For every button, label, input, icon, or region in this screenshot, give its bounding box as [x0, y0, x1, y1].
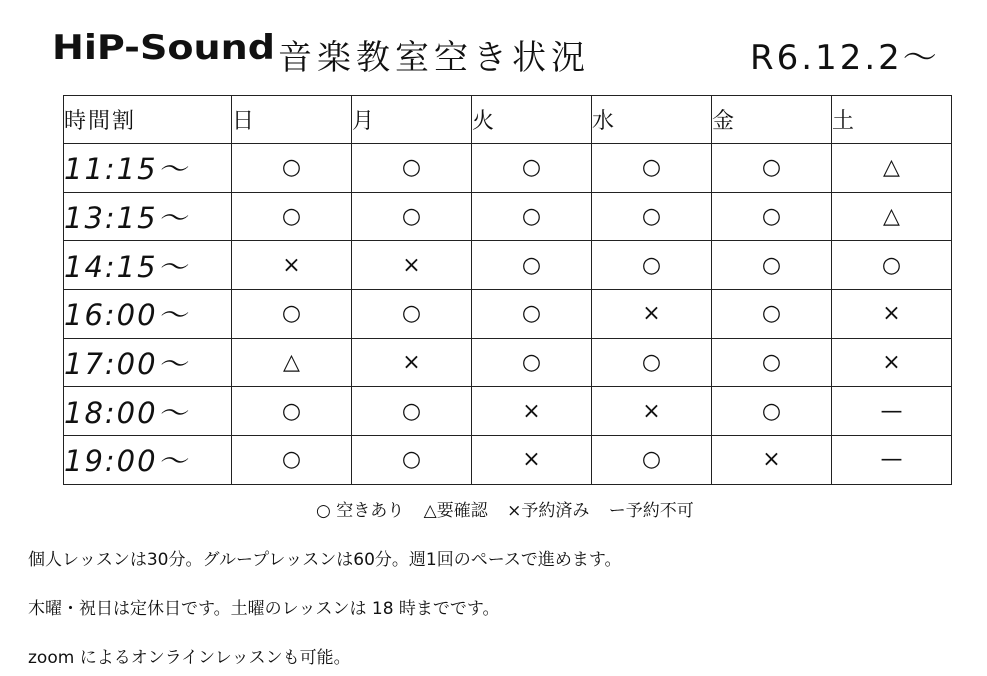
legend-available: ○ 空きあり — [316, 501, 405, 521]
table-row — [64, 144, 952, 193]
availability-cell: × — [592, 387, 712, 436]
availability-cell: × — [832, 338, 952, 387]
day-header-wed: 水 — [592, 96, 712, 144]
time-slot: 16:00〜 — [64, 290, 232, 339]
availability-cell: △ — [832, 144, 952, 193]
availability-cell: ○ — [712, 338, 832, 387]
legend — [316, 496, 708, 521]
availability-cell: ○ — [472, 241, 592, 290]
availability-cell: ○ — [472, 192, 592, 241]
table-row — [64, 387, 952, 436]
table-header-row — [64, 96, 952, 144]
availability-cell: ○ — [472, 144, 592, 193]
legend-unavailable: ー予約不可 — [608, 501, 694, 521]
availability-cell: ○ — [592, 338, 712, 387]
availability-cell: ○ — [232, 436, 352, 485]
table-row — [64, 436, 952, 485]
availability-cell: ○ — [472, 290, 592, 339]
availability-table — [63, 95, 952, 485]
availability-cell: △ — [832, 192, 952, 241]
availability-cell: △ — [232, 338, 352, 387]
day-header-fri: 金 — [712, 96, 832, 144]
availability-cell: × — [352, 338, 472, 387]
availability-cell: ○ — [232, 192, 352, 241]
time-slot: 17:00〜 — [64, 338, 232, 387]
day-header-sun: 日 — [232, 96, 352, 144]
availability-cell: × — [472, 436, 592, 485]
availability-cell: × — [592, 290, 712, 339]
availability-cell: × — [832, 290, 952, 339]
availability-cell: ○ — [712, 144, 832, 193]
table-row — [64, 290, 952, 339]
availability-cell: — — [832, 436, 952, 485]
availability-cell: ○ — [712, 290, 832, 339]
note-closed-days: 木曜・祝日は定休日です。土曜のレッスンは 18 時までです。 — [28, 599, 500, 619]
time-slot: 18:00〜 — [64, 387, 232, 436]
availability-cell: — — [832, 387, 952, 436]
availability-cell: ○ — [832, 241, 952, 290]
time-slot: 19:00〜 — [64, 436, 232, 485]
availability-cell: ○ — [712, 241, 832, 290]
day-header-tue: 火 — [472, 96, 592, 144]
availability-cell: ○ — [232, 144, 352, 193]
day-header-sat: 土 — [832, 96, 952, 144]
legend-booked: ×予約済み — [507, 501, 590, 521]
page-title: 音楽教室空き状況 — [278, 38, 590, 78]
availability-cell: ○ — [232, 290, 352, 339]
legend-confirm: △要確認 — [423, 501, 488, 521]
availability-cell: ○ — [592, 192, 712, 241]
table-row — [64, 192, 952, 241]
availability-cell: ○ — [592, 436, 712, 485]
availability-cell: ○ — [352, 192, 472, 241]
availability-cell: ○ — [592, 241, 712, 290]
availability-cell: × — [472, 387, 592, 436]
availability-cell: ○ — [352, 436, 472, 485]
time-slot: 14:15〜 — [64, 241, 232, 290]
availability-cell: ○ — [352, 144, 472, 193]
availability-cell: ○ — [592, 144, 712, 193]
availability-cell: ○ — [472, 338, 592, 387]
timetable-label: 時間割 — [64, 96, 232, 144]
availability-cell: ○ — [712, 192, 832, 241]
availability-cell: × — [352, 241, 472, 290]
table-row — [64, 338, 952, 387]
availability-cell: ○ — [352, 387, 472, 436]
time-slot: 13:15〜 — [64, 192, 232, 241]
availability-cell: ○ — [232, 387, 352, 436]
page-header — [0, 0, 987, 90]
note-lesson-length: 個人レッスンは30分。グループレッスンは60分。週1回のペースで進めます。 — [28, 550, 622, 570]
availability-cell: × — [232, 241, 352, 290]
time-slot: 11:15〜 — [64, 144, 232, 193]
schedule-start-date: R6.12.2〜 — [750, 38, 940, 78]
brand-name: HiP-Sound — [52, 28, 276, 68]
day-header-mon: 月 — [352, 96, 472, 144]
note-online-lessons: zoom によるオンラインレッスンも可能。 — [28, 648, 351, 668]
availability-cell: ○ — [352, 290, 472, 339]
table-row — [64, 241, 952, 290]
availability-cell: × — [712, 436, 832, 485]
availability-cell: ○ — [712, 387, 832, 436]
